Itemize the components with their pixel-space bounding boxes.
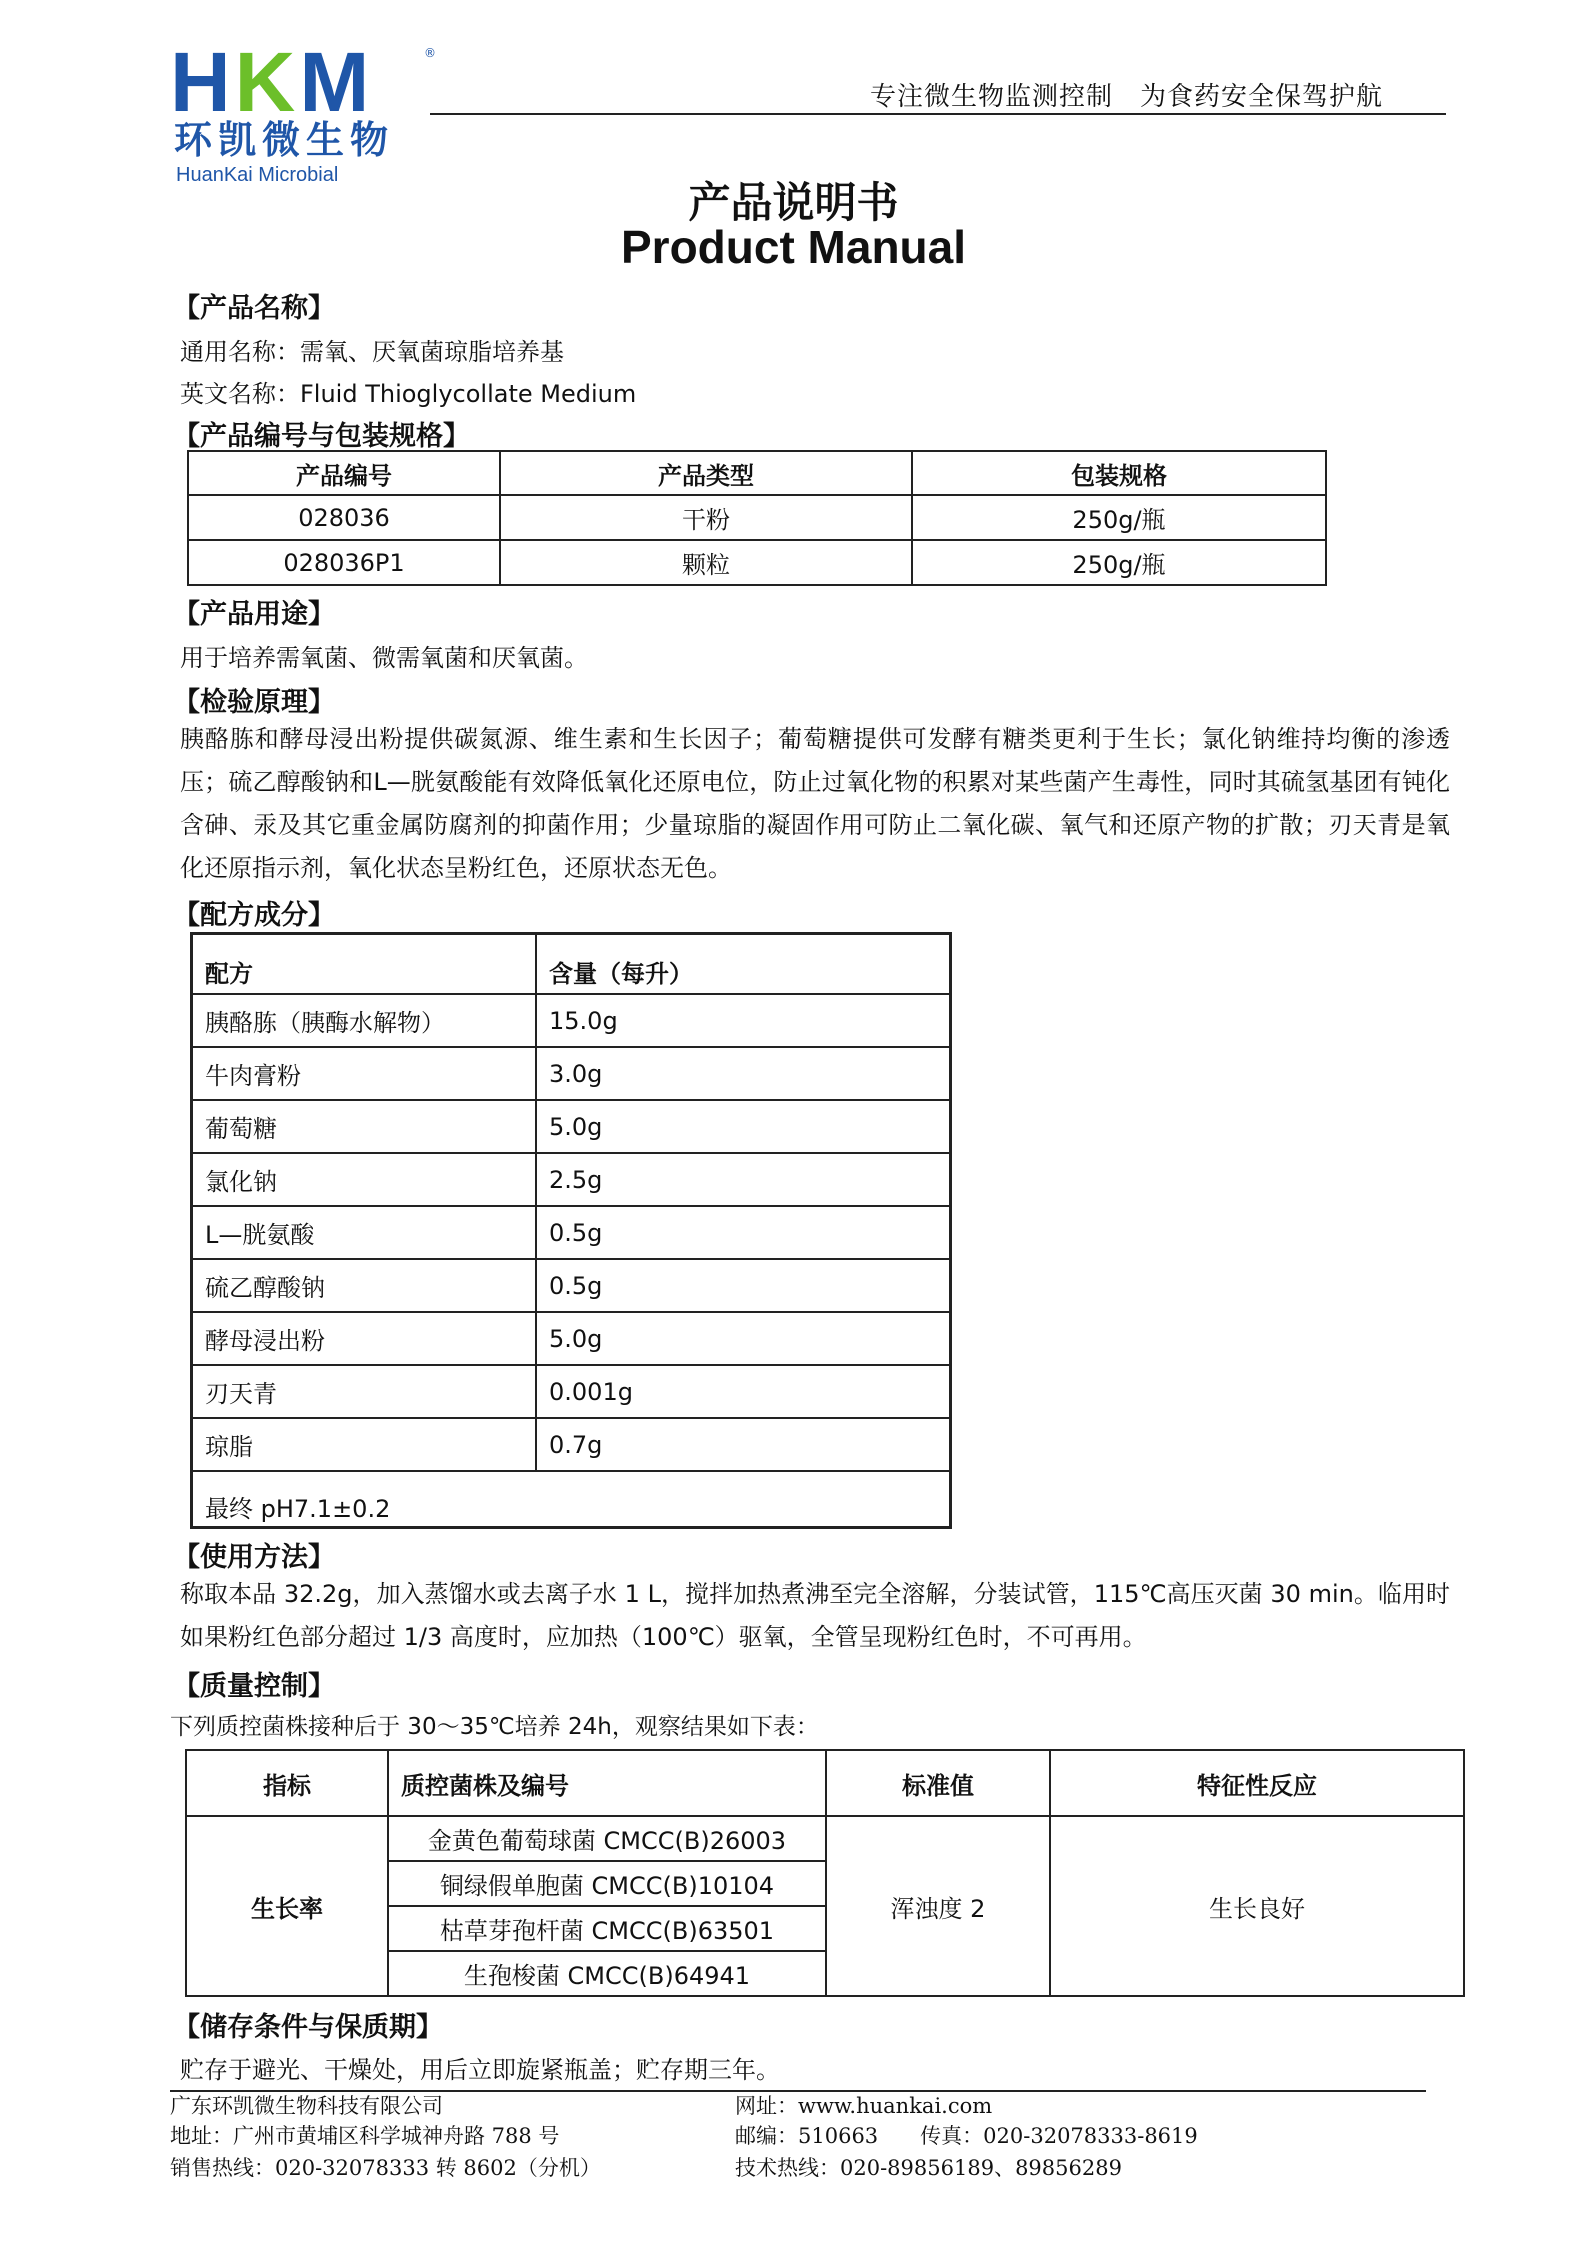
table-cell: 干粉 <box>500 495 912 540</box>
table-cell: 硫乙醇酸钠 <box>192 1259 537 1312</box>
table-row <box>192 1206 951 1259</box>
registered-mark: ® <box>424 46 436 60</box>
table-cell: 250g/瓶 <box>912 540 1326 585</box>
table-row <box>192 1471 951 1528</box>
logo-english-name: HuanKai Microbial <box>176 164 339 186</box>
logo-chinese-name: 环凯微生物 <box>174 118 395 162</box>
section-heading-formula: 【配方成分】 <box>173 900 335 931</box>
table-cell: 胰酪胨（胰酶水解物） <box>192 994 537 1047</box>
quality-control-table <box>185 1749 1465 1997</box>
table-row <box>192 1418 951 1471</box>
column-header: 产品编号 <box>188 451 500 495</box>
section-heading-product-name: 【产品名称】 <box>173 293 335 324</box>
table-cell: 5.0g <box>536 1100 951 1153</box>
column-header: 特征性反应 <box>1050 1750 1464 1816</box>
strain-cell: 生孢梭菌 CMCC(B)64941 <box>388 1951 826 1996</box>
table-row <box>188 540 1326 585</box>
reaction-cell: 生长良好 <box>1050 1816 1464 1996</box>
method-text: 称取本品 32.2g，加入蒸馏水或去离子水 1 L，搅拌加热煮沸至完全溶解，分装试管，115℃高压灭菌 30 min。临用时如果粉红色部分超过 1/3 高度时，应加热（100℃）驱氧，全管呈现粉红色时，不可再用。 <box>180 1580 1450 1651</box>
table-row <box>186 1816 1464 1861</box>
table-cell: 牛肉膏粉 <box>192 1047 537 1100</box>
column-header: 产品类型 <box>500 451 912 495</box>
table-cell: 250g/瓶 <box>912 495 1326 540</box>
table-cell: 5.0g <box>536 1312 951 1365</box>
table-row <box>192 1259 951 1312</box>
table-cell: 颗粒 <box>500 540 912 585</box>
quality-intro: 下列质控菌株接种后于 30～35℃培养 24h，观察结果如下表： <box>170 1714 819 1740</box>
standard-cell: 浑浊度 2 <box>826 1816 1050 1996</box>
indicator-cell: 生长率 <box>186 1816 388 1996</box>
table-cell: 028036P1 <box>188 540 500 585</box>
footer-address: 地址：广州市黄埔区科学城神舟路 788 号 <box>170 2124 560 2148</box>
table-cell: 氯化钠 <box>192 1153 537 1206</box>
column-header: 质控菌株及编号 <box>388 1750 826 1816</box>
logo-mark: HKM <box>170 35 374 129</box>
table-row <box>192 1153 951 1206</box>
header-divider <box>430 113 1446 115</box>
footer-company: 广东环凯微生物科技有限公司 <box>170 2094 443 2118</box>
column-header: 包装规格 <box>912 451 1326 495</box>
strain-cell: 铜绿假单胞菌 CMCC(B)10104 <box>388 1861 826 1906</box>
table-row <box>188 495 1326 540</box>
formula-table <box>190 932 952 1529</box>
section-heading-method: 【使用方法】 <box>173 1542 335 1573</box>
principle-text: 胰酪胨和酵母浸出粉提供碳氮源、维生素和生长因子；葡萄糖提供可发酵有糖类更利于生长；氯化钠维持均衡的渗透压；硫乙醇酸钠和L—胱氨酸能有效降低氧化还原电位，防止过氧化物的积累对某些菌产生毒性，同时其硫氢基团有钝化含砷、汞及其它重金属防腐剂的抑菌作用；少量琼脂的凝固作用可防止二氧化碳、氧气和还原产物的扩散；刃天青是氧化还原指示剂，氧化状态呈粉红色，还原状态无色。 <box>180 725 1450 882</box>
table-cell: 2.5g <box>536 1153 951 1206</box>
table-header-row <box>188 451 1326 495</box>
table-row <box>192 1312 951 1365</box>
column-header: 配方 <box>192 934 537 995</box>
table-cell: 0.5g <box>536 1206 951 1259</box>
table-row <box>192 994 951 1047</box>
slogan: 专注微生物监测控制 为食药安全保驾护航 <box>870 82 1384 112</box>
footer-sales-hotline: 销售热线：020-32078333 转 8602（分机） <box>170 2156 601 2180</box>
footer-website: 网址：www.huankai.com <box>735 2094 993 2118</box>
column-header: 含量（每升） <box>536 934 951 995</box>
table-cell: 酵母浸出粉 <box>192 1312 537 1365</box>
table-cell: 琼脂 <box>192 1418 537 1471</box>
table-cell: L—胱氨酸 <box>192 1206 537 1259</box>
table-row <box>192 1047 951 1100</box>
table-cell: 0.5g <box>536 1259 951 1312</box>
table-cell: 刃天青 <box>192 1365 537 1418</box>
english-name: 英文名称：Fluid Thioglycollate Medium <box>180 380 637 408</box>
section-heading-packaging: 【产品编号与包装规格】 <box>173 421 470 452</box>
table-header-row <box>186 1750 1464 1816</box>
footer-postcode-fax: 邮编：510663 传真：020-32078333-8619 <box>735 2124 1198 2148</box>
table-cell: 0.7g <box>536 1418 951 1471</box>
page-title-en: Product Manual <box>620 221 967 273</box>
section-heading-principle: 【检验原理】 <box>173 687 335 718</box>
usage-text: 用于培养需氧菌、微需氧菌和厌氧菌。 <box>180 644 588 672</box>
company-logo <box>170 35 440 186</box>
table-header-row <box>192 934 951 995</box>
table-cell: 葡萄糖 <box>192 1100 537 1153</box>
table-row <box>192 1100 951 1153</box>
strain-cell: 枯草芽孢杆菌 CMCC(B)63501 <box>388 1906 826 1951</box>
table-cell: 15.0g <box>536 994 951 1047</box>
column-header: 标准值 <box>826 1750 1050 1816</box>
common-name: 通用名称：需氧、厌氧菌琼脂培养基 <box>180 338 564 366</box>
column-header: 指标 <box>186 1750 388 1816</box>
section-heading-usage: 【产品用途】 <box>173 599 335 630</box>
page-title-cn: 产品说明书 <box>688 178 899 227</box>
table-cell: 3.0g <box>536 1047 951 1100</box>
section-heading-quality: 【质量控制】 <box>173 1671 335 1702</box>
storage-text: 贮存于避光、干燥处，用后立即旋紧瓶盖；贮存期三年。 <box>180 2056 780 2084</box>
section-heading-storage: 【储存条件与保质期】 <box>173 2012 443 2043</box>
table-cell: 0.001g <box>536 1365 951 1418</box>
strain-cell: 金黄色葡萄球菌 CMCC(B)26003 <box>388 1816 826 1861</box>
table-row <box>192 1365 951 1418</box>
final-ph: 最终 pH7.1±0.2 <box>192 1471 951 1528</box>
footer-tech-hotline: 技术热线：020-89856189、89856289 <box>735 2156 1122 2180</box>
packaging-table <box>187 450 1327 586</box>
table-cell: 028036 <box>188 495 500 540</box>
